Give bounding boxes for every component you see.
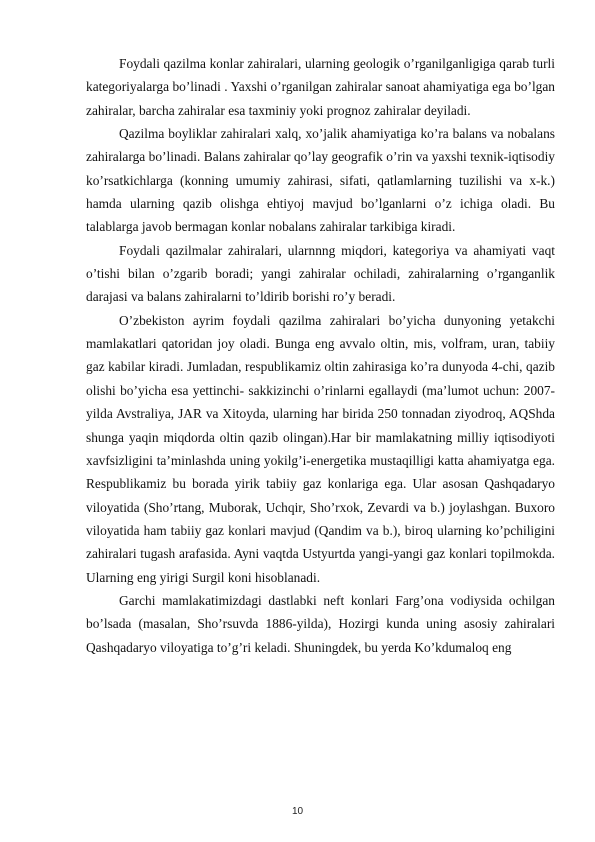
paragraph-1: Foydali qazilma konlar zahiralari, ularning geologik o’rganilganligiga qarab turli kategoriyalarga bo’linadi . Yaxshi o’rganilgan zahiralar sanoat ahamiyatiga ega bo’lgan zahiralar, barcha zahiralar esa taxminiy yoki prognoz zahiralar deyiladi. (86, 56, 555, 118)
paragraph-3: Foydali qazilmalar zahiralari, ularnnng miqdori, kategoriya va ahamiyati vaqt o’tishi bilan o’zgarib boradi; yangi zahiralar ochiladi, zahiralarning o’rganganlik darajasi va balans zahiralarni to’ldirib borishi ro’y beradi. (86, 242, 555, 305)
paragraph-2: Qazilma boyliklar zahiralari xalq, xo’jalik ahamiyatiga ko’ra balans va nobalans zahiralarga bo’linadi. Balans zahiralar qo’lay geografik o’rin va yaxshi texnik-iqtisodiy ko’rsatkichlarga (konning umumiy zahirasi, sifati, qatlamlarning tuzilishi va x-k.) hamda ularning qazib olishga ehtiyoj mavjud bo’lganlarni o’z ichiga oladi. Bu talablarga javob bermagan konlar nobalans zahiralar tarkibiga kiradi. (86, 126, 555, 235)
document-body (86, 52, 555, 659)
paragraph-4: O’zbekiston ayrim foydali qazilma zahiralari bo’yicha dunyoning yetakchi mamlakatlari qatoridan joy oladi. Bunga eng avvalo oltin, mis, volfram, uran, tabiiy gaz kabilar kiradi. Jumladan, respublikamiz oltin zahirasiga ko’ra dunyoda 4-chi, qazib olishi bo’yicha esa yettinchi- sakkizinchi o’rinlarni egallaydi (ma’lumot uchun: 2007-yilda Avstraliya, JAR va Xitoyda, ularning har birida 250 tonnadan ziyodroq, AQShda shunga yaqin miqdorda oltin qazib olingan).Har bir mamlakatning milliy iqtisodiyoti xavfsizligini ta’minlashda uning yokilg’i-energetika mustaqilligi katta ahamiyatga ega. Respublikamiz bu borada yirik tabiiy gaz konlariga ega. Ular asosan Qashqadaryo viloyatida (Sho’rtang, Muborak, Uchqir, Sho’rxok, Zevardi va b.) joylashgan. Buxoro viloyatida ham tabiiy gaz konlari mavjud (Qandim va b.), biroq ularning ko’pchiligini zahiralari tugash arafasida. Ayni vaqtda Ustyurtda yangi-yangi gaz konlari topilmokda. Ularning eng yirigi Surgil koni hisoblanadi. (86, 312, 555, 585)
paragraph-5: Garchi mamlakatimizdagi dastlabki neft konlari Farg’ona vodiysida ochilgan bo’lsada (masalan, Sho’rsuvda 1886-yilda), Hozirgi kunda uning asosiy zahiralari Qashqadaryo viloyatiga to’g’ri keladi. Shuningdek, bu yerda Ko’kdumaloq eng (86, 592, 555, 655)
page-number: 10 (291, 806, 304, 817)
